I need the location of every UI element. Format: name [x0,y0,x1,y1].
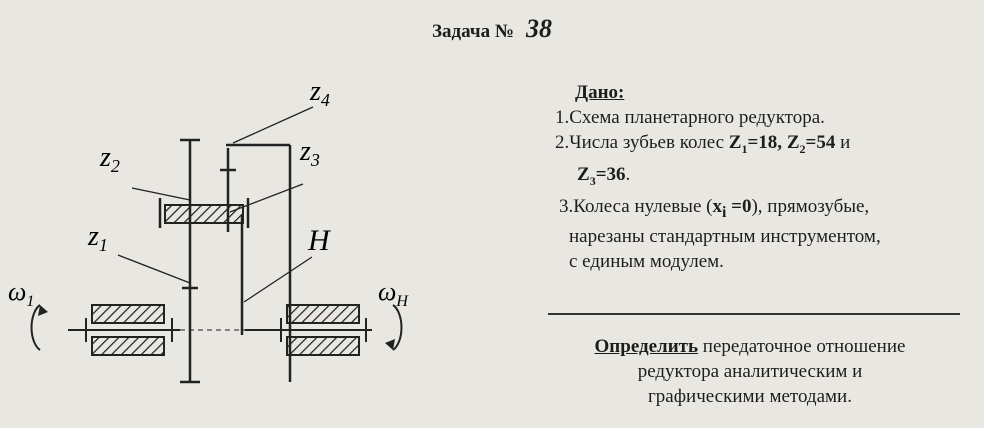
determine-line-3: графическими методами. [648,386,852,407]
given-heading: Дано: [575,82,625,103]
label-z3: $z_3$ [300,136,320,170]
label-z4: $z_4$ [310,76,330,110]
task-title [0,14,984,44]
given-item-2-cont: $Z_3=36$. [577,163,631,188]
determine-heading: Определить [594,336,699,357]
given-item-3: 3.Колеса нулевые $(x_i =0)$, прямозубые, [559,195,870,221]
label-omega-1: $\omega_1$ [8,277,35,310]
planetary-gear-scheme [0,70,480,420]
task-label: Задача № [432,21,514,42]
given-item-3-line-2: нарезаны стандартным инструментом, [569,226,881,248]
label-z2: $z_2$ [100,142,120,176]
determine-line-2: редуктора аналитическим и [637,361,863,382]
task-number: 38 [525,14,552,43]
label-z1: $z_1$ [88,221,108,255]
label-carrier-h: H [308,224,330,257]
determine-line-1: Определить передаточное отношение [594,336,906,357]
given-section [555,80,975,274]
given-item-3-line-3: с единым модулем. [569,251,724,273]
determine-section [555,334,975,409]
divider [548,313,960,315]
label-omega-h: $\omega_H$ [378,277,408,310]
given-item-2: 2.Числа зубьев колес $Z_1=18$, $Z_2=54$ и [555,132,851,156]
given-item-1: 1.Схема планетарного редуктора. [555,107,825,128]
